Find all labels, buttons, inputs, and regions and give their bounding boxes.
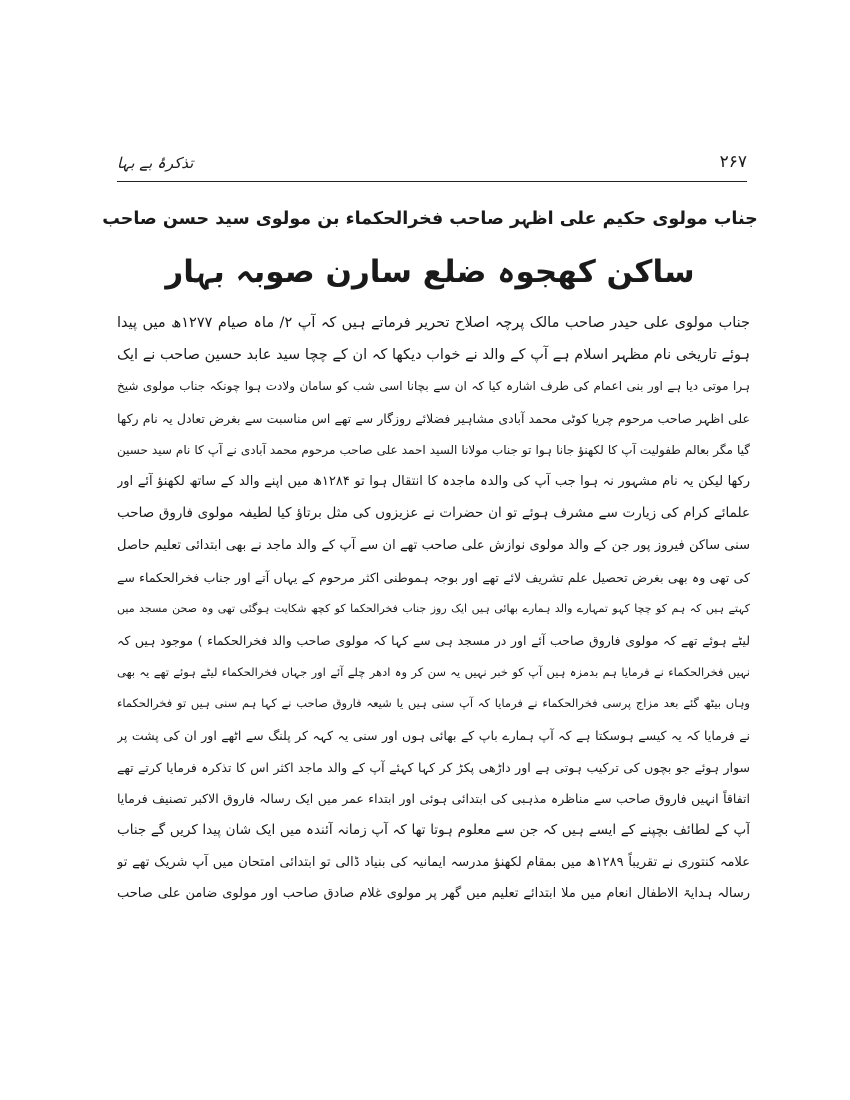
body-line: کی تھی وہ بھی بغرض تحصیل علم تشریف لائے تھے اور بوجہ ہموطنی اکثر مرحوم کے یہاں آتے اور جناب فخرالحکماء سے [117,569,750,585]
body-line: سنی ساکن فیروز پور جن کے والد مولوی نوازش علی صاحب تھے ان سے آپ کے والد ماجد نے بھی ابتدائی تعلیم حاصل [117,537,750,553]
body-line: کہتے ہیں کہ ہم کو چچا کہو تمہارے والد ہمارے بھائی ہیں ایک روز جناب فخرالحکما کو کچھ شکایت ہوگئی تھی وہ صحن مسجد میں [117,602,750,616]
running-header-title: تذکرۂ بے بہا [117,154,194,172]
body-line: ہوئے تاریخی نام مظہر اسلام ہے آپ کے والد نے خواب دیکھا کہ ان کے چچا سید عابد حسین صاحب نے ایک [117,346,750,363]
body-text [117,308,750,910]
body-line: سوار ہوئے جو بچوں کی ترکیب ہوتی ہے اور داڑھی پکڑ کر کہا کہئے آپ کے والد ماجد اکثر اس کا تذکرہ فرمایا کرتے تھے [117,759,750,775]
body-line: لیٹے ہوئے تھے کہ مولوی فاروق صاحب آئے اور در مسجد ہی سے کہا کہ مولوی صاحب والد فخرالحکماء ) موجود ہیں کہ [117,632,750,648]
chapter-heading-line-2: ساکن کھجوہ ضلع سارن صوبہ بہار [165,254,695,290]
running-header [117,150,747,180]
header-rule [117,181,747,182]
body-line: آپ کے لطائف بچپنے کے ایسے ہیں کہ جن سے معلوم ہوتا تھا کہ آپ زمانہ آئندہ میں ایک شان پیدا کریں گے جناب [117,822,750,838]
body-line: نے فرمایا کہ یہ کیسے ہوسکتا ہے کہ آپ ہمارے باپ کے بھائی ہوں اور سنی یہ کہہ کر پلنگ سے اٹھے اور ان کی پشت پر [117,727,750,743]
body-line: رسالہ ہدایۃ الاطفال انعام میں ملا ابتدائے تعلیم میں گھر پر مولوی غلام صادق صاحب اور مولوی ضامن علی صاحب [117,886,750,902]
body-line: وہاں بیٹھ گئے بعد مزاج پرسی فخرالحکماء نے فرمایا کہ آپ سنی ہیں یا شیعہ فاروق صاحب نے کہا ہم سنی ہیں تو فخرالحکماء [117,696,750,711]
body-line: علمائے کرام کی زیارت سے مشرف ہوئے تو ان حضرات نے عزیزوں کی مثل برتاؤ کیا لطیفہ مولوی فاروق صاحب [117,505,750,522]
body-line: اتفاقاً انہیں فاروق صاحب سے مناظرہ مذہبی کی ابتدائی ہوئی اور ابتداء عمر میں ایک رسالہ فاروق الاکبر تصنیف فرمایا [117,791,750,807]
body-line: ہرا موتی دیا ہے اور بنی اعمام کی طرف اشارہ کیا کہ ان سے بچانا اسی شب کو سامان ولادت ہوا چونکہ جناب مولوی شیخ [117,379,750,394]
body-line: رکھا لیکن یہ نام مشہور نہ ہوا جب آپ کی والدہ ماجدہ کا انتقال ہوا تو ۱۲۸۴ھ میں اپنے والد کے ساتھ لکھنؤ آئے اور [117,474,750,490]
body-line: نہیں فخرالحکماء نے فرمایا ہم بدمزہ ہیں آپ کو خبر نہیں یہ سن کر وہ ادھر چلے آئے اور جہاں فخرالحکماء لیٹے ہوئے تھے یہ بھی [117,664,750,679]
body-line: گیا مگر بعالم طفولیت آپ کا لکھنؤ جانا ہوا تو جناب مولانا السید احمد علی صاحب مرحوم محمد آبادی نے آپ کا نام سید حسین [117,442,750,457]
page-number: ۲۶۷ [719,152,747,172]
chapter-heading-line-1: جناب مولوی حکیم علی اظہر صاحب فخرالحکماء بن مولوی سید حسن صاحب [102,209,758,229]
body-line: جناب مولوی علی حیدر صاحب مالک پرچہ اصلاح تحریر فرماتے ہیں کہ آپ ۲/ ماہ صیام ۱۲۷۷ھ میں پیدا [117,315,750,331]
body-line: علامہ کنتوری نے تقریباً ۱۲۸۹ھ میں بمقام لکھنؤ مدرسہ ایمانیہ کی بنیاد ڈالی تو ابتدائی امتحان میں آپ شریک تھے تو [117,854,750,870]
body-line: علی اظہر صاحب مرحوم چریا کوٹی محمد آبادی مشاہیر فضلائے روزگار سے تھے اس مناسبت سے بغرض تعادل یہ نام رکھا [117,411,750,427]
